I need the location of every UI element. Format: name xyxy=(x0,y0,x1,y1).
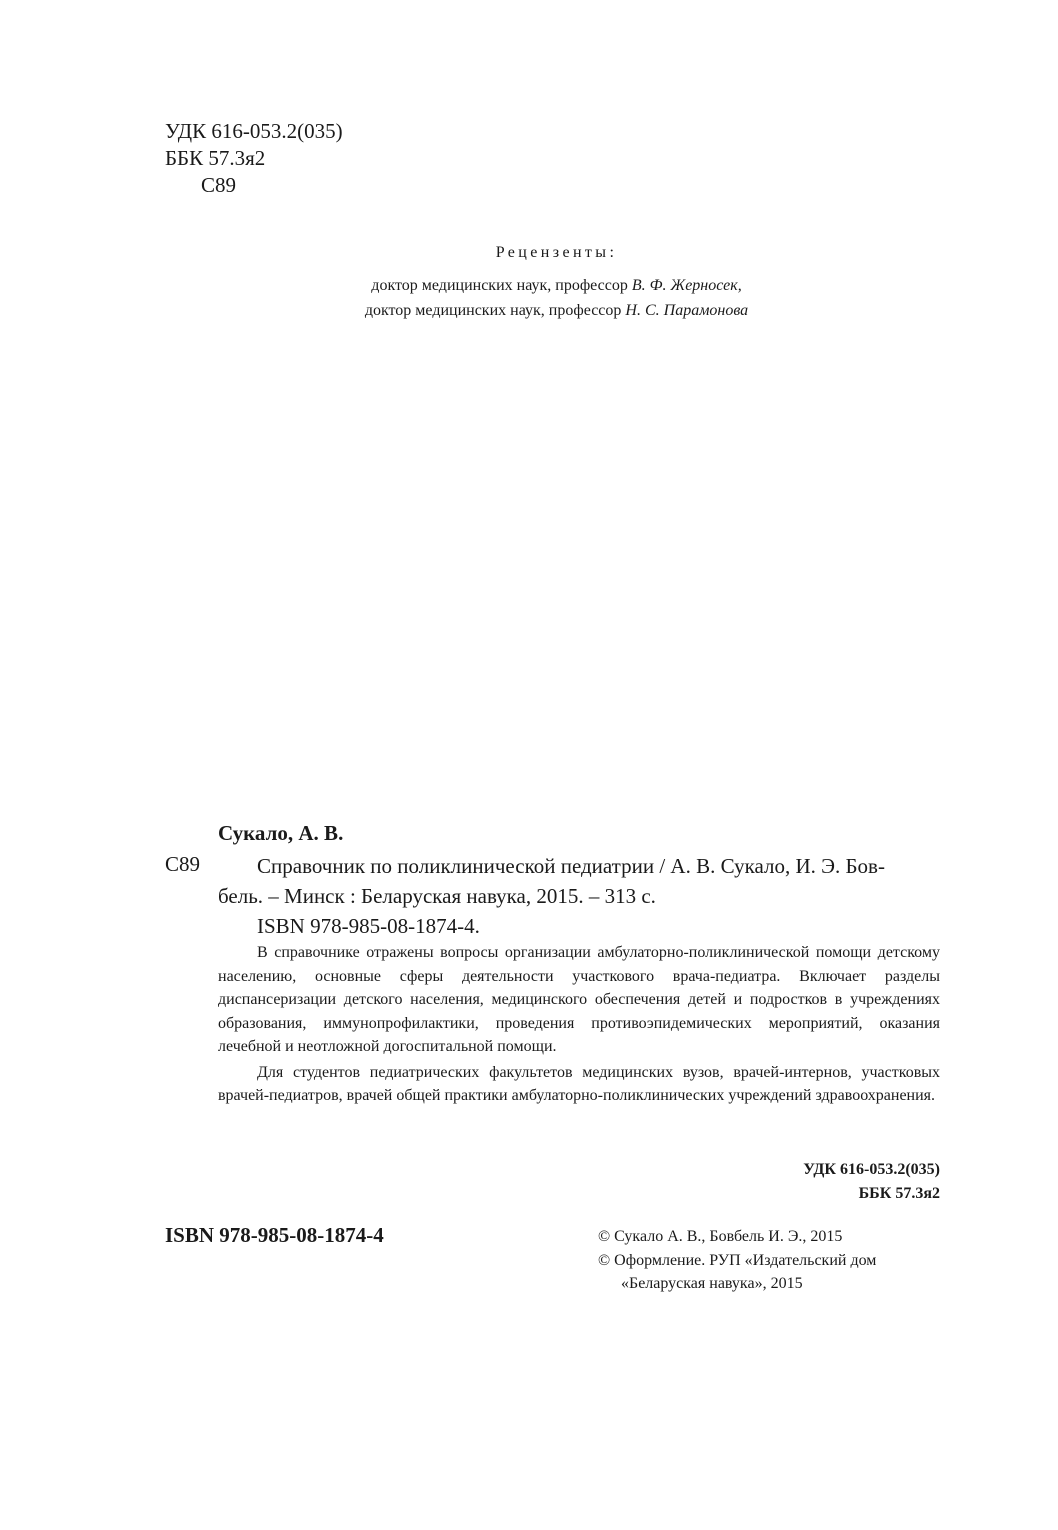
right-udk-code: УДК 616-053.2(035) xyxy=(803,1161,940,1178)
bbk-code: ББК 57.3я2 xyxy=(165,146,266,170)
footer-isbn: ISBN 978-985-08-1874-4 xyxy=(165,1223,384,1247)
bibliographic-record xyxy=(218,851,940,941)
annotation-paragraph-2: Для студентов педиатрических факультетов медицинских вузов, врачей-интернов, участковых врачей-педиатров, врачей общей практики амбулаторно-поликлинических учреждений здравоохранения. xyxy=(218,1063,940,1104)
copyright-block xyxy=(598,1225,876,1296)
reviewer-1-name: В. Ф. Жерносек, xyxy=(631,277,742,294)
copyright-publisher: «Беларуская навука», 2015 xyxy=(621,1275,803,1292)
reviewers-heading: Рецензенты: xyxy=(495,244,618,261)
annotation-paragraph-1: В справочнике отражены вопросы организации амбулаторно-поликлинической помощи детскому населению, основные сферы деятельности участкового врача-педиатра. Включает разделы диспансеризации детского населения, медицинского обеспечения детей и подростков в учреждениях образования, иммунопрофилактики, проведения противоэпидемических мероприятий, оказания лечебной и неотложной догоспитальной помощи. xyxy=(218,944,940,1055)
right-codes-block xyxy=(803,1158,940,1206)
annotation-block xyxy=(218,941,940,1108)
udk-code: УДК 616-053.2(035) xyxy=(165,119,343,143)
reviewer-2 xyxy=(0,298,1058,323)
reviewers-block xyxy=(0,240,1058,323)
bib-isbn-line: ISBN 978-985-08-1874-4. xyxy=(257,914,480,938)
copyright-authors: © Сукало А. В., Бовбель И. Э., 2015 xyxy=(598,1228,843,1245)
reviewer-2-title: доктор медицинских наук, профессор xyxy=(364,302,622,319)
bib-line-2: бель. – Минск : Беларуская навука, 2015. – 313 с. xyxy=(218,884,656,908)
copyright-design: © Оформление. РУП «Издательский дом xyxy=(598,1251,877,1269)
bib-line-1: Справочник по поликлинической педиатрии / А. В. Сукало, И. Э. Бов- xyxy=(257,854,885,878)
reviewer-1-title: доктор медицинских наук, профессор xyxy=(371,277,628,294)
catalog-code: С89 xyxy=(165,852,201,876)
reviewer-2-name: Н. С. Парамонова xyxy=(625,302,749,319)
classification-block xyxy=(165,118,343,199)
catalog-author: Сукало, А. В. xyxy=(218,821,344,845)
right-bbk-code: ББК 57.3я2 xyxy=(858,1185,940,1202)
author-mark: С89 xyxy=(201,173,237,197)
reviewer-1 xyxy=(0,273,1058,298)
